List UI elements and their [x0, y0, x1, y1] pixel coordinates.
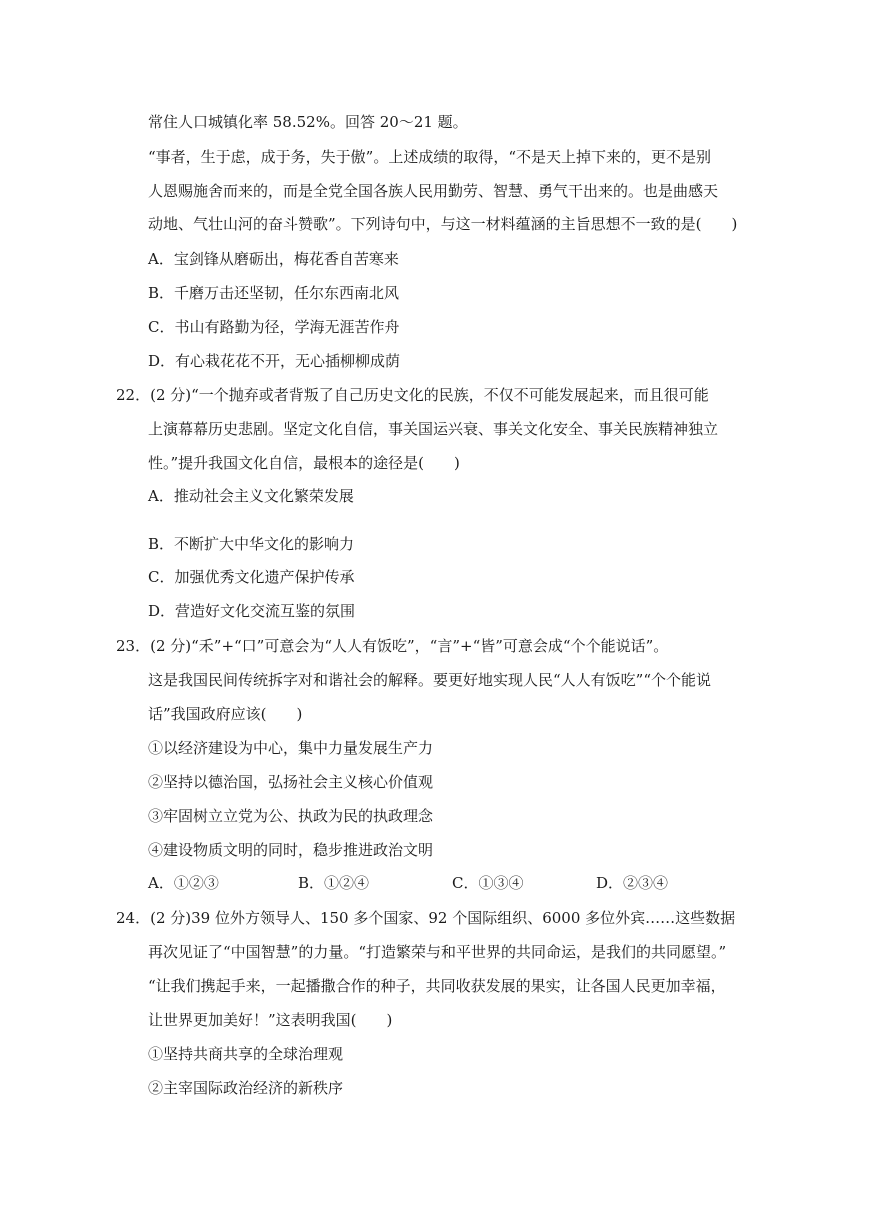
option-c: C．①③④ [452, 874, 524, 892]
option-b: B．千磨万击还坚韧，任尔东西南北风 [148, 284, 400, 302]
question-24-stem: 再次见证了“中国智慧”的力量。“打造繁荣与和平世界的共同命运，是我们的共同愿望。” [148, 943, 727, 961]
question-22-stem: 性。”提升我国文化自信，最根本的途径是( ) [148, 454, 460, 472]
option-b: B．不断扩大中华文化的影响力 [148, 535, 355, 553]
passage-line: 常住人口城镇化率 58.52%。回答 20～21 题。 [148, 113, 468, 131]
statement-item: ②坚持以德治国，弘扬社会主义核心价值观 [148, 773, 434, 791]
question-22-stem: 22．(2 分)“一个抛弃或者背叛了自己历史文化的民族，不仅不可能发展起来，而且很可能 [116, 386, 709, 404]
question-21-stem: 动地、气壮山河的奋斗赞歌”。下列诗句中，与这一材料蕴涵的主旨思想不一致的是( ) [148, 215, 738, 233]
option-c: C．加强优秀文化遗产保护传承 [148, 568, 355, 586]
statement-item: ②主宰国际政治经济的新秩序 [148, 1079, 344, 1097]
option-d: D．有心栽花花不开，无心插柳柳成荫 [148, 352, 401, 370]
question-21-stem: “事者，生于虑，成于务，失于傲”。上述成绩的取得，“不是天上掉下来的，更不是别 [148, 148, 712, 166]
question-21-stem: 人恩赐施舍而来的，而是全党全国各族人民用勤劳、智慧、勇气干出来的。也是曲感天 [148, 182, 719, 200]
statement-item: ④建设物质文明的同时，稳步推进政治文明 [148, 841, 434, 859]
option-b: B．①②④ [298, 874, 370, 892]
statement-item: ①以经济建设为中心，集中力量发展生产力 [148, 739, 434, 757]
question-23-stem: 话”我国政府应该( ) [148, 705, 303, 723]
statement-item: ③牢固树立立党为公、执政为民的执政理念 [148, 807, 434, 825]
question-23-stem: 这是我国民间传统拆字对和谐社会的解释。要更好地实现人民“人人有饭吃”“个个能说 [148, 671, 712, 689]
option-a: A．推动社会主义文化繁荣发展 [148, 487, 354, 505]
question-24-stem: 24．(2 分)39 位外方领导人、150 多个国家、92 个国际组织、6000 多位外宾……这些数据 [116, 909, 736, 927]
option-a: A．①②③ [148, 874, 219, 892]
question-22-stem: 上演幕幕历史悲剧。坚定文化自信，事关国运兴衰、事关文化安全、事关民族精神独立 [148, 420, 719, 438]
option-d: D．②③④ [596, 874, 669, 892]
question-24-stem: “让我们携起手来，一起播撒合作的种子，共同收获发展的果实，让各国人民更加幸福， [148, 977, 726, 995]
statement-item: ①坚持共商共享的全球治理观 [148, 1045, 344, 1063]
option-a: A．宝剑锋从磨砺出，梅花香自苦寒来 [148, 250, 399, 268]
question-23-stem: 23．(2 分)“禾”+“口”可意会为“人人有饭吃”，“言”+“皆”可意会成“个个能说话”。 [116, 637, 669, 655]
option-d: D．营造好文化交流互鉴的氛围 [148, 602, 356, 620]
option-c: C．书山有路勤为径，学海无涯苦作舟 [148, 318, 400, 336]
question-24-stem: 让世界更加美好！”这表明我国( ) [148, 1011, 393, 1029]
